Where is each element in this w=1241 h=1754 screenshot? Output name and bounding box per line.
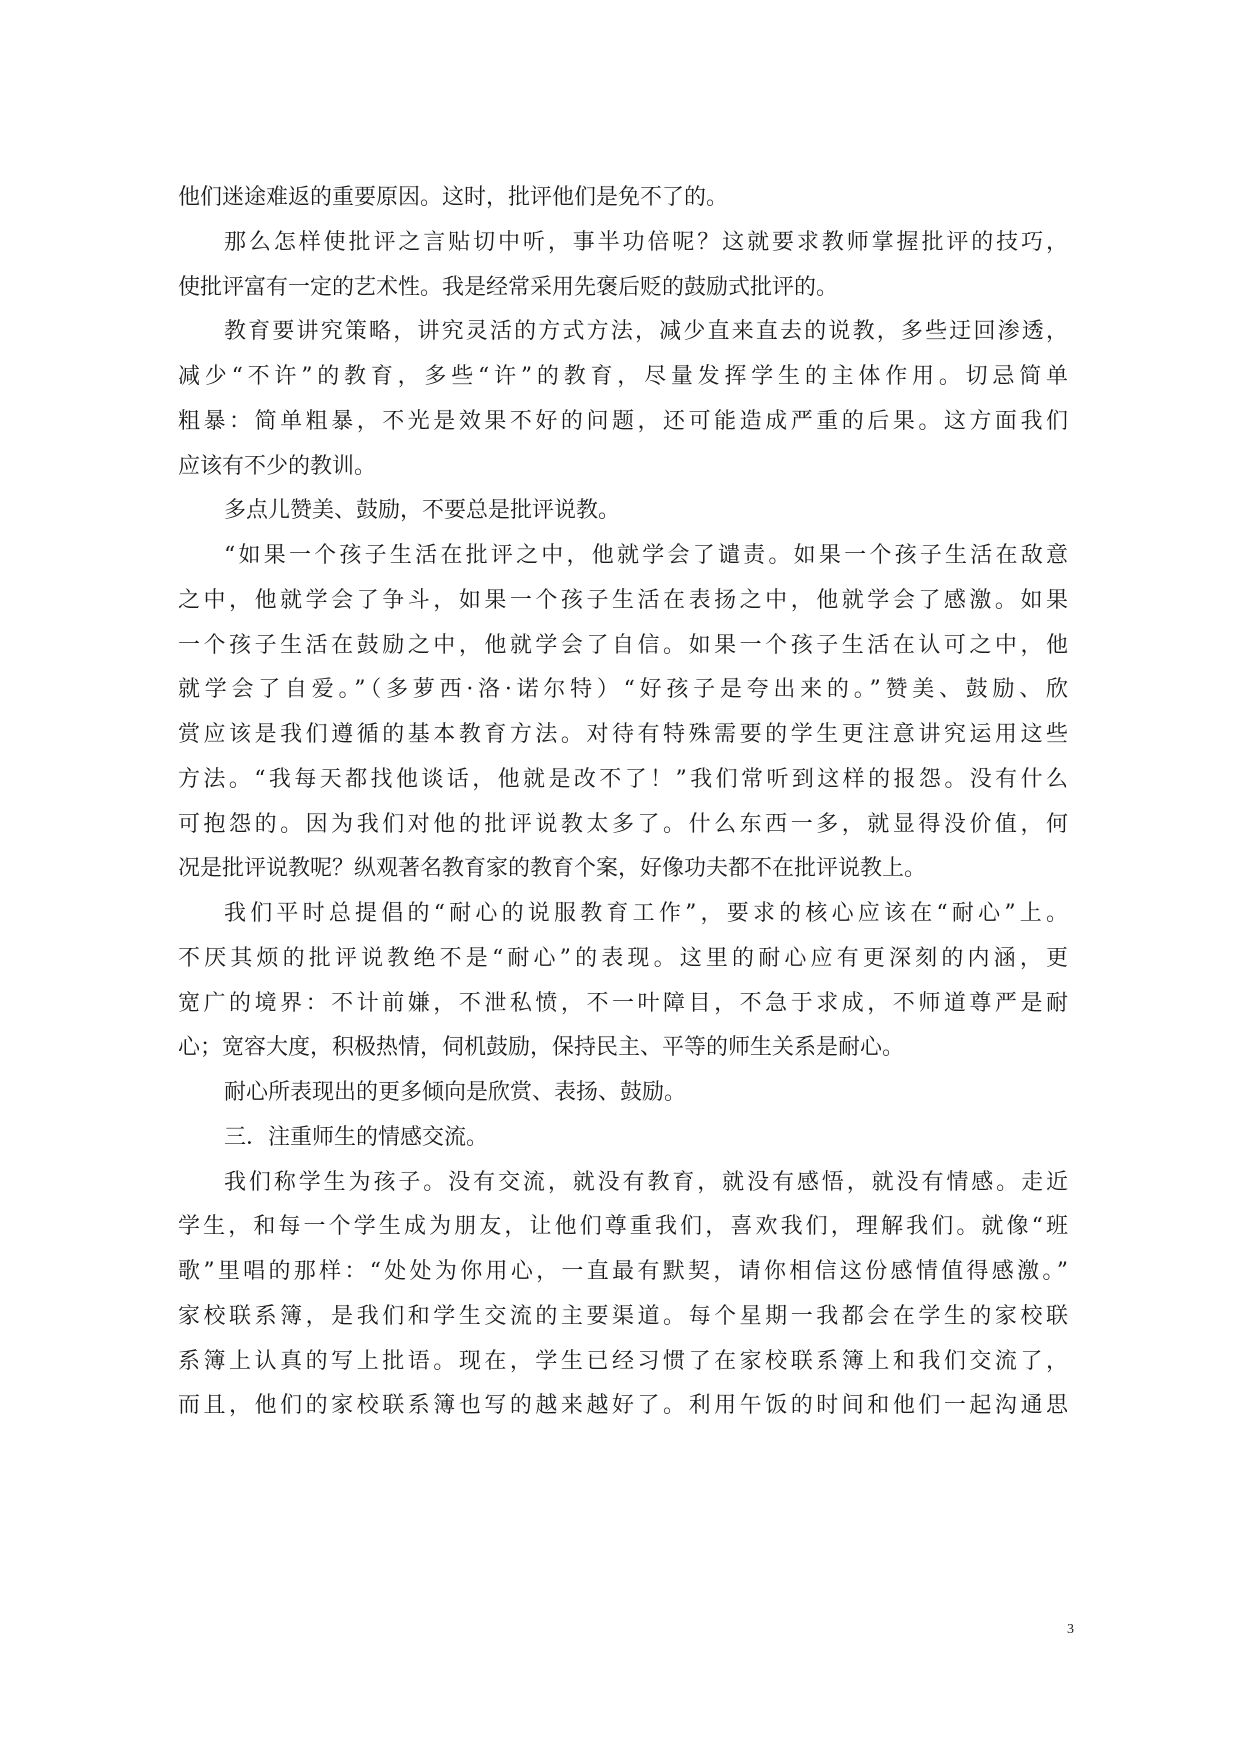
text-line: 粗暴：简单粗暴，不光是效果不好的问题，还可能造成严重的后果。这方面我们 <box>178 408 1068 434</box>
text-line: 方法。“我每天都找他谈话，他就是改不了！”我们常听到这样的报怨。没有什么 <box>178 766 1068 792</box>
text-line: 耐心所表现出的更多倾向是欣赏、表扬、鼓励。 <box>224 1080 687 1105</box>
text-line: 多点儿赞美、鼓励，不要总是批评说教。 <box>224 498 621 524</box>
text-line: 家校联系簿，是我们和学生交流的主要渠道。每个星期一我都会在学生的家校联 <box>178 1303 1068 1329</box>
text-line: 赏应该是我们遵循的基本教育方法。对待有特殊需要的学生更注意讲究运用这些 <box>178 722 1068 747</box>
text-line: 减少“不许”的教育，多些“许”的教育，尽量发挥学生的主体作用。切忌简单 <box>178 364 1068 389</box>
text-line: “如果一个孩子生活在批评之中，他就学会了谴责。如果一个孩子生活在敌意 <box>224 543 1068 568</box>
text-line: 学生，和每一个学生成为朋友，让他们尊重我们，喜欢我们，理解我们。就像“班 <box>178 1214 1068 1240</box>
text-line: 可抱怨的。因为我们对他的批评说教太多了。什么东西一多，就显得没价值，何 <box>178 811 1068 837</box>
text-line: 况是批评说教呢？纵观著名教育家的教育个案，好像功夫都不在批评说教上。 <box>178 856 927 882</box>
text-line: 系簿上认真的写上批语。现在，学生已经习惯了在家校联系簿上和我们交流了， <box>178 1348 1068 1374</box>
text-line: 心；宽容大度，积极热情，伺机鼓励，保持民主、平等的师生关系是耐心。 <box>178 1035 905 1061</box>
text-line: 宽广的境界：不计前嫌，不泄私愤，不一叶障目，不急于求成，不师道尊严是耐 <box>178 990 1068 1016</box>
text-line: 歌”里唱的那样：“处处为你用心，一直最有默契，请你相信这份感情值得感激。” <box>178 1259 1068 1284</box>
text-line: 我们称学生为孩子。没有交流，就没有教育，就没有感悟，就没有情感。走近 <box>224 1169 1068 1195</box>
text-line: 使批评富有一定的艺术性。我是经常采用先褒后贬的鼓励式批评的。 <box>178 274 839 300</box>
body-text <box>178 176 1068 1429</box>
page-number: 3 <box>1067 1622 1074 1637</box>
text-line: 而且，他们的家校联系簿也写的越来越好了。利用午饭的时间和他们一起沟通思 <box>178 1393 1068 1419</box>
text-line: 教育要讲究策略，讲究灵活的方式方法，减少直来直去的说教，多些迂回渗透， <box>224 319 1068 345</box>
text-line: 就学会了自爱。”（多萝西·洛·诺尔特）“好孩子是夸出来的。”赞美、鼓励、欣 <box>178 677 1068 703</box>
text-line: 那么怎样使批评之言贴切中听，事半功倍呢？这就要求教师掌握批评的技巧， <box>224 229 1068 255</box>
text-line: 三．注重师生的情感交流。 <box>224 1124 489 1150</box>
text-line: 不厌其烦的批评说教绝不是“耐心”的表现。这里的耐心应有更深刻的内涵，更 <box>178 945 1068 971</box>
text-line: 我们平时总提倡的“耐心的说服教育工作”，要求的核心应该在“耐心”上。 <box>224 901 1068 926</box>
text-line: 他们迷途难返的重要原因。这时，批评他们是免不了的。 <box>178 185 729 210</box>
text-line: 应该有不少的教训。 <box>178 453 377 479</box>
text-line: 一个孩子生活在鼓励之中，他就学会了自信。如果一个孩子生活在认可之中，他 <box>178 632 1068 658</box>
text-line: 之中，他就学会了争斗，如果一个孩子生活在表扬之中，他就学会了感激。如果 <box>178 587 1068 613</box>
